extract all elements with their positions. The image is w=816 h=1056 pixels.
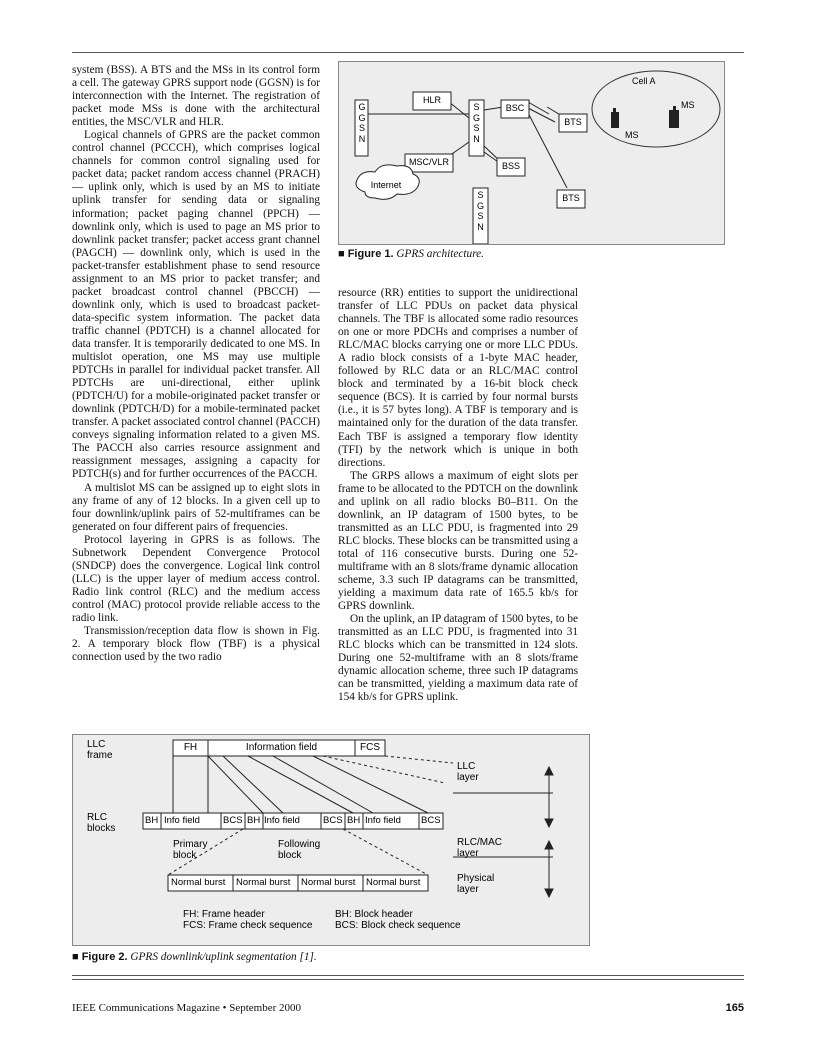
- physical-layer-label: Physical layer: [457, 873, 495, 895]
- figure-2-diagram: [73, 735, 589, 945]
- fcs-label: FCS: [360, 742, 380, 753]
- hlr-label: HLR: [422, 95, 441, 105]
- sgsn-label-2: S G S N: [476, 190, 484, 232]
- internet-label: Internet: [370, 180, 402, 190]
- sgsn-label: S G S N: [472, 102, 480, 144]
- bsc-label: BSC: [505, 103, 525, 113]
- paragraph: resource (RR) entities to support the unidirectional transfer of LLC PDUs on packet data physical channels. The TBF is allocated some radio resources on one or more PDCHs and comprises a number of RLC/MAC blocks carrying one or more LLC PDUs. A radio block consists of a 1-byte MAC header, followed by RLC data or an RLC/MAC control block and terminated by a 16-bit block check sequence (BCS). It is carried by four normal bursts (i.e., it is 57 bytes long). A TBF is temporary and is maintained only for the duration of the data transfer. Each TBF is assigned a temporary flow identity (TFI) by the network which is unique in both directions.: [338, 287, 578, 469]
- paragraph: system (BSS). A BTS and the MSs in its control form a cell. The gateway GPRS support node (GGSN) is for interconnection with the Internet. The registration of packet mode MSs is done with the architectural entities, the MSC/VLR and HLR.: [72, 64, 320, 129]
- legend-right: BH: Block header BCS: Block check sequence: [335, 909, 461, 931]
- rlc-mac-layer-label: RLC/MAC layer: [457, 837, 503, 859]
- top-rule: [72, 52, 744, 53]
- llc-layer-label: LLC layer: [457, 761, 479, 783]
- caption-text: GPRS downlink/uplink segmentation [1].: [130, 951, 317, 963]
- figure-2-caption: [72, 951, 317, 963]
- cell-label: Cell A: [632, 76, 656, 86]
- bottom-rule-2: [72, 979, 744, 980]
- following-block-label: Following block: [278, 839, 321, 861]
- figure-2-segmentation: LLC frame FH Information field FCS LLC layer RLC blocks BH Info field BCS BH Info field BCS BH Info field BCS Primary block Following block RLC/MAC layer Normal burst Normal burst Normal burst Normal burst Physical layer FH: Frame header FCS: Frame check sequence BH: Block header BCS: Block check sequence: [72, 734, 590, 946]
- right-column: [338, 287, 578, 705]
- journal-footer: IEEE Communications Magazine • September 2000: [72, 1002, 301, 1014]
- rlc-blocks-label: RLC blocks: [87, 812, 116, 834]
- primary-block-label: Primary block: [173, 839, 208, 861]
- bottom-rule: [72, 975, 744, 976]
- fh-label: FH: [183, 742, 198, 753]
- figure-1-caption: [338, 248, 484, 260]
- paragraph: Logical channels of GPRS are the packet common control channel (PCCCH), which comprises logical channels for common control signaling used for packet data; packet random access channel (PRACH) — uplink only, which is used by an MS to initiate uplink transfer for sending data or signaling information; packet paging channel (PPCH) — downlink only, which is used to page an MS prior to downlink packet transfer; packet access grant channel (PAGCH) — downlink only, which is used in the packet-transfer establishment phase to send resource assignment to an MS prior to packet transfer; and packet broadcast control channel (PBCCH) — downlink only, which is used to broadcast packet-data-specific system information. The packet data traffic channel (PDTCH) is a channel allocated for data transfer. It is temporarily dedicated to one MS. In multislot operation, one MS may use multiple PDTCHs in parallel for individual packet transfer. All PDTCHs are uni-directional, either uplink (PDTCH/U) for a mobile-originated packet transfer or downlink (PDTCH/D) for a mobile-terminated packet transfer. A packet associated control channel (PACCH) conveys signaling information related to a given MS. The PACCH also carries resource assignment and reassignment messages, assigning a capacity for PDTCH(s) and for further occurrences of the PACCH.: [72, 129, 320, 481]
- paragraph: The GRPS allows a maximum of eight slots per frame to be allocated to the PDTCH on the downlink and uplink on all radio blocks B0–B11. On the downlink, an IP datagram of 1500 bytes, to be transmitted as an LLC PDU, is fragmented into 29 RLC blocks. These blocks can be transmitted using a total of 116 consecutive bursts. During one 52-multiframe with an 8 slots/frame dynamic allocation scheme, 3.3 such IP datagrams can be transmitted, yielding a maximum data rate of 165.5 kb/s for GPRS downlink.: [338, 469, 578, 613]
- caption-text: GPRS architecture.: [396, 248, 485, 260]
- llc-frame-label: LLC frame: [87, 739, 113, 761]
- msc-vlr-label: MSC/VLR: [408, 157, 449, 167]
- figure-1-diagram: [339, 62, 724, 244]
- legend-left: FH: Frame header FCS: Frame check sequence: [183, 909, 313, 931]
- info-field-label: Information field: [245, 742, 318, 753]
- paragraph: A multislot MS can be assigned up to eight slots in any frame of any of 12 blocks. In a given cell up to four downlink/uplink pairs of 52-multiframes can be generated on four different pairs of frequencies.: [72, 481, 320, 533]
- paragraph: On the uplink, an IP datagram of 1500 bytes, to be transmitted as an LLC PDU, is fragmented into 31 RLC blocks which can be transmitted in 124 slots. During one 52-multiframe with an 8 slots/frame dynamic allocation scheme, three such IP datagrams can be transmitted, yielding a maximum data rate of 154 kb/s for GPRS uplink.: [338, 613, 578, 704]
- ms-handset-icon: [669, 106, 679, 128]
- bts-label-2: BTS: [562, 193, 580, 203]
- ggsn-label: G G S N: [358, 102, 366, 144]
- paragraph: Transmission/reception data flow is shown in Fig. 2. A temporary block flow (TBF) is a physical connection used by the two radio: [72, 625, 320, 664]
- left-column: [72, 64, 320, 664]
- ms-label-2: MS: [681, 100, 695, 110]
- paragraph: Protocol layering in GPRS is as follows. The Subnetwork Dependent Convergence Protocol (SNDCP) does the convergence. Logical link control (LLC) is the upper layer of medium access control. Radio link control (RLC) and the medium access control (MAC) protocol provide reliable access to the radio link.: [72, 533, 320, 624]
- bts-label: BTS: [564, 117, 582, 127]
- caption-label: ■ Figure 1.: [338, 248, 394, 260]
- caption-label: ■ Figure 2.: [72, 951, 128, 963]
- bss-label: BSS: [501, 161, 520, 171]
- figure-1-gprs-architecture: [338, 61, 725, 245]
- ms-handset-icon: [611, 108, 619, 128]
- ms-label: MS: [625, 130, 639, 140]
- page-number: 165: [725, 1002, 744, 1014]
